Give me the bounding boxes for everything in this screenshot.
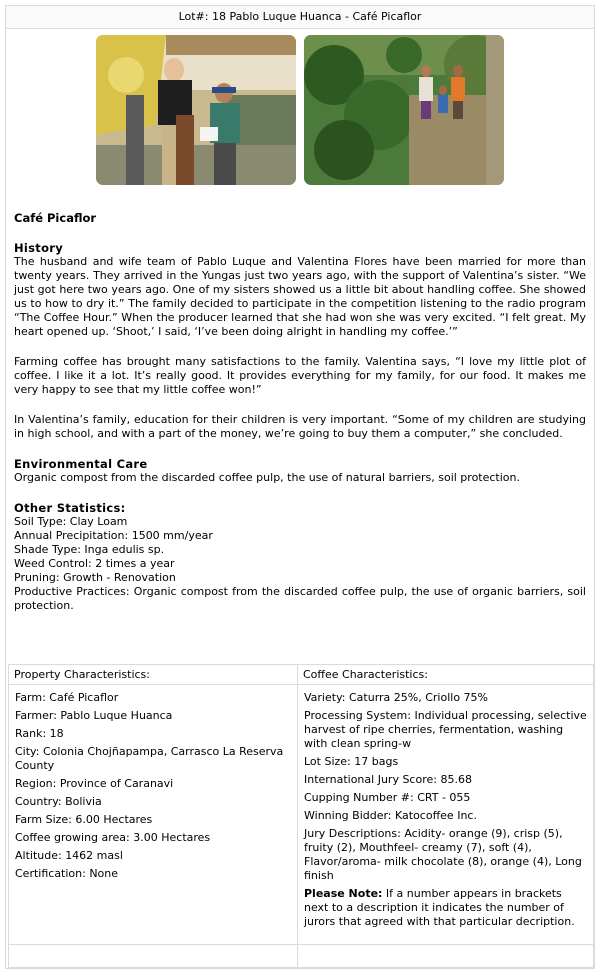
coffee-plantation-family-photo[interactable]	[304, 35, 504, 185]
property-certification: Certification: None	[15, 867, 119, 880]
stat-shade: Shade Type: Inga edulis sp.	[14, 543, 165, 556]
coffee-jury-score: International Jury Score: 85.68	[304, 773, 472, 786]
coffee-jury-descriptions: Jury Descriptions: Acidity- orange (9), crisp (5), fruity (2), Mouthfeel- creamy (7), soft (4), Flavor/aroma- milk chocolate (8), orange (4), Long finish	[304, 827, 582, 882]
property-heading: Property Characteristics:	[9, 665, 297, 685]
history-heading: History	[14, 241, 64, 255]
property-farmer: Farmer: Pablo Luque Huanca	[15, 709, 173, 722]
coffee-lot-size: Lot Size: 17 bags	[304, 755, 399, 768]
coffee-column	[298, 665, 593, 967]
property-farm-size: Farm Size: 6.00 Hectares	[15, 813, 153, 826]
history-paragraph-3: In Valentina’s family, education for their children is very important. “Some of my children are studying in high school, and with a part of the money, we’re going to buy them a computer,” she concluded.	[14, 413, 586, 440]
property-region: Region: Province of Caranavi	[15, 777, 174, 790]
note-label: Please Note:	[304, 887, 383, 900]
property-column	[9, 665, 298, 967]
stat-pruning: Pruning: Growth - Renovation	[14, 571, 176, 584]
property-rank: Rank: 18	[15, 727, 64, 740]
coffee-winning-bidder: Winning Bidder: Katocoffee Inc.	[304, 809, 477, 822]
property-footer	[9, 944, 297, 967]
stat-practices: Productive Practices: Organic compost from the discarded coffee pulp, the use of organic barriers, soil protection.	[14, 585, 586, 612]
farm-heading: Café Picaflor	[14, 211, 97, 225]
stat-precipitation: Annual Precipitation: 1500 mm/year	[14, 529, 213, 542]
property-growing-area: Coffee growing area: 3.00 Hectares	[15, 831, 211, 844]
coffee-processing: Processing System: Individual processing, selective harvest of ripe cherries, fermentation, washing with clean spring-w	[304, 709, 587, 750]
coffee-cupping-number: Cupping Number #: CRT - 055	[304, 791, 471, 804]
stats-heading: Other Statistics:	[14, 501, 126, 515]
environment-text: Organic compost from the discarded coffee pulp, the use of natural barriers, soil protection.	[14, 471, 520, 484]
property-altitude: Altitude: 1462 masl	[15, 849, 123, 862]
coffee-footer	[298, 944, 593, 967]
characteristics-table	[8, 664, 594, 968]
environment-heading: Environmental Care	[14, 457, 148, 471]
property-farm: Farm: Café Picaflor	[15, 691, 119, 704]
lot-detail-panel	[5, 5, 595, 969]
stat-weed-control: Weed Control: 2 times a year	[14, 557, 175, 570]
lot-description	[14, 211, 586, 613]
property-country: Country: Bolivia	[15, 795, 102, 808]
coffee-variety: Variety: Caturra 25%, Criollo 75%	[304, 691, 488, 704]
award-ceremony-photo[interactable]	[96, 35, 296, 185]
note-text: If a number appears in brackets next to a description it indicates the number of jurors that agreed with that particular decription.	[304, 887, 575, 928]
history-paragraph-2: Farming coffee has brought many satisfactions to the family. Valentina says, “I love my little plot of coffee. I like it a lot. It’s really good. It provides everything for my family, for our food. It makes me very happy to see that my little coffee won!”	[14, 355, 586, 396]
history-paragraph-1: The husband and wife team of Pablo Luque and Valentina Flores have been married for more than twenty years. They arrived in the Yungas just two years ago, with the support of Valentina’s sister. “We just got here two years ago. One of my sisters showed us a little bit about handling coffee. She showed us to how to dry it.” The family decided to participate in the competition listening to the radio program “The Coffee Hour.” When the producer learned that she had won she was very excited. “I felt great. My heart opened up. ‘Shoot,’ I said, ‘I’ve been doing alright in handling my coffee.’”	[14, 255, 586, 338]
photo-strip	[96, 35, 506, 185]
stat-soil: Soil Type: Clay Loam	[14, 515, 128, 528]
coffee-heading: Coffee Characteristics:	[298, 665, 593, 685]
page-title: Lot#: 18 Pablo Luque Huanca - Café Picaflor	[6, 6, 594, 29]
coffee-note	[304, 887, 588, 929]
property-city: City: Colonia Chojñapampa, Carrasco La Reserva County	[15, 745, 284, 772]
